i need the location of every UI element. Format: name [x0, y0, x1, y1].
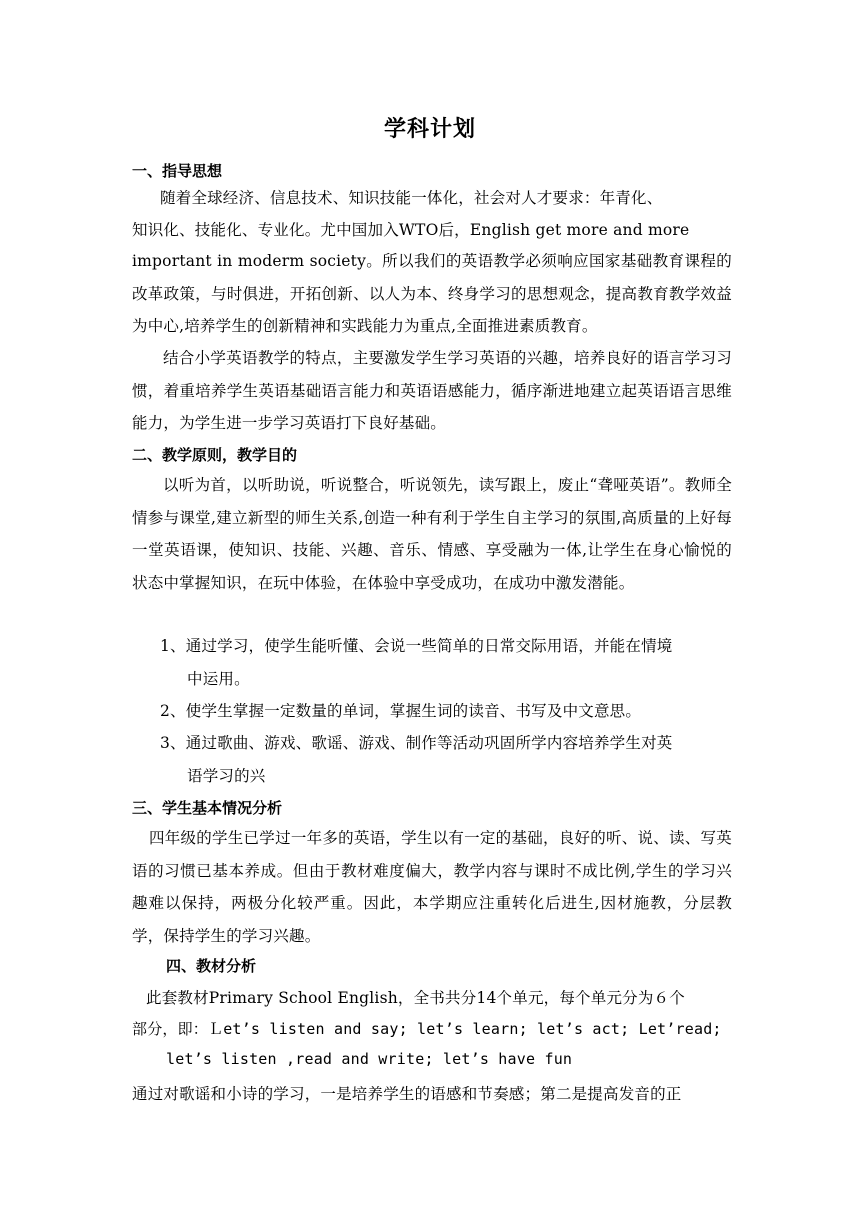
- section-3-paragraph-1-text: 四年级的学生已学过一年多的英语，学生以有一定的基础，良好的听、说、读、写英语的习惯已基本养成。但由于教材难度偏大，教学内容与课时不成比例,学生的学习兴趣难以保持，两极分化较严重。因此，本学期应注重转化后进生,因材施教，分层教学，保持学生的学习兴趣。: [132, 829, 732, 945]
- section-1-paragraph-1-text: important in moderm society。所以我们的英语教学必须响应国家基础教育课程的改革政策，与时俱进，开拓创新、以人为本、终身学习的思想观念，提高教育教学效益为中心,培养学生的创新精神和实践能力为重点,全面推进素质教育。: [132, 252, 732, 335]
- list-item-1-continuation: 中运用。: [187, 669, 250, 688]
- list-item-1-text: 1、通过学习，使学生能听懂、会说一些简单的日常交际用语，并能在情境: [160, 637, 673, 655]
- section-heading-2: 二、教学原则，教学目的: [132, 446, 298, 464]
- list-item-3: [160, 727, 732, 792]
- list-item-3-continuation: 语学习的兴: [187, 766, 266, 785]
- section-1-line-1: 随着全球经济、信息技术、知识技能一体化，社会对人才要求：年青化、: [160, 189, 663, 207]
- section-1-line-2: 知识化、技能化、专业化。尤中国加入WTO后，English get more and more: [132, 221, 690, 239]
- section-1-paragraph-2: [132, 342, 732, 440]
- section-3-paragraph-1: [132, 822, 732, 952]
- list-item-3-text: 3、通过歌曲、游戏、歌谣、游戏、制作等活动巩固所学内容培养学生对英: [160, 734, 673, 752]
- section-1-paragraph-1: [132, 245, 732, 343]
- document-title: 学科计划: [383, 116, 476, 142]
- section-2-paragraph-1-text: 以听为首，以听助说，听说整合，听说领先，读写跟上，废止“聋哑英语”。教师全情参与课堂,建立新型的师生关系,创造一种有利于学生自主学习的氛围,高质量的上好每一堂英语课，使知识、技能、兴趣、音乐、情感、享受融为一体,让学生在身心愉悦的状态中掌握知识，在玩中体验，在体验中享受成功，在成功中激发潜能。: [132, 476, 732, 592]
- section-4-line-4: 通过对歌谣和小诗的学习，一是培养学生的语感和节奏感；第二是提高发音的正: [132, 1085, 682, 1103]
- section-4-line-2: [132, 1018, 722, 1039]
- list-item-2-text: 2、使学生掌握一定数量的单词，掌握生词的读音、书写及中文意思。: [160, 702, 642, 720]
- section-4-line-3-text: let’s listen ,read and write; let’s have fun: [166, 1050, 573, 1068]
- section-heading-4: 四、教材分析: [166, 957, 257, 975]
- list-item-2: [160, 695, 732, 728]
- section-4-line-1: 此套教材Primary School English，全书共分14个单元，每个单元分为６个: [146, 989, 685, 1007]
- section-2-paragraph-1: [132, 469, 732, 599]
- list-item-1: [160, 630, 732, 695]
- section-1-paragraph-2-text: 结合小学英语教学的特点，主要激发学生学习英语的兴趣，培养良好的语言学习习惯，着重培养学生英语基础语言能力和英语语感能力，循序渐进地建立起英语语言思维能力，为学生进一步学习英语打下良好基础。: [132, 349, 732, 432]
- section-heading-3: 三、学生基本情况分析: [132, 799, 283, 817]
- section-heading-1: 一、指导思想: [132, 162, 223, 180]
- section-4-line-2-text: 部分，即：Ｌet’s listen and say; let’s learn; let’s act; Let’read;: [132, 1020, 722, 1038]
- section-4-line-3: [166, 1050, 572, 1068]
